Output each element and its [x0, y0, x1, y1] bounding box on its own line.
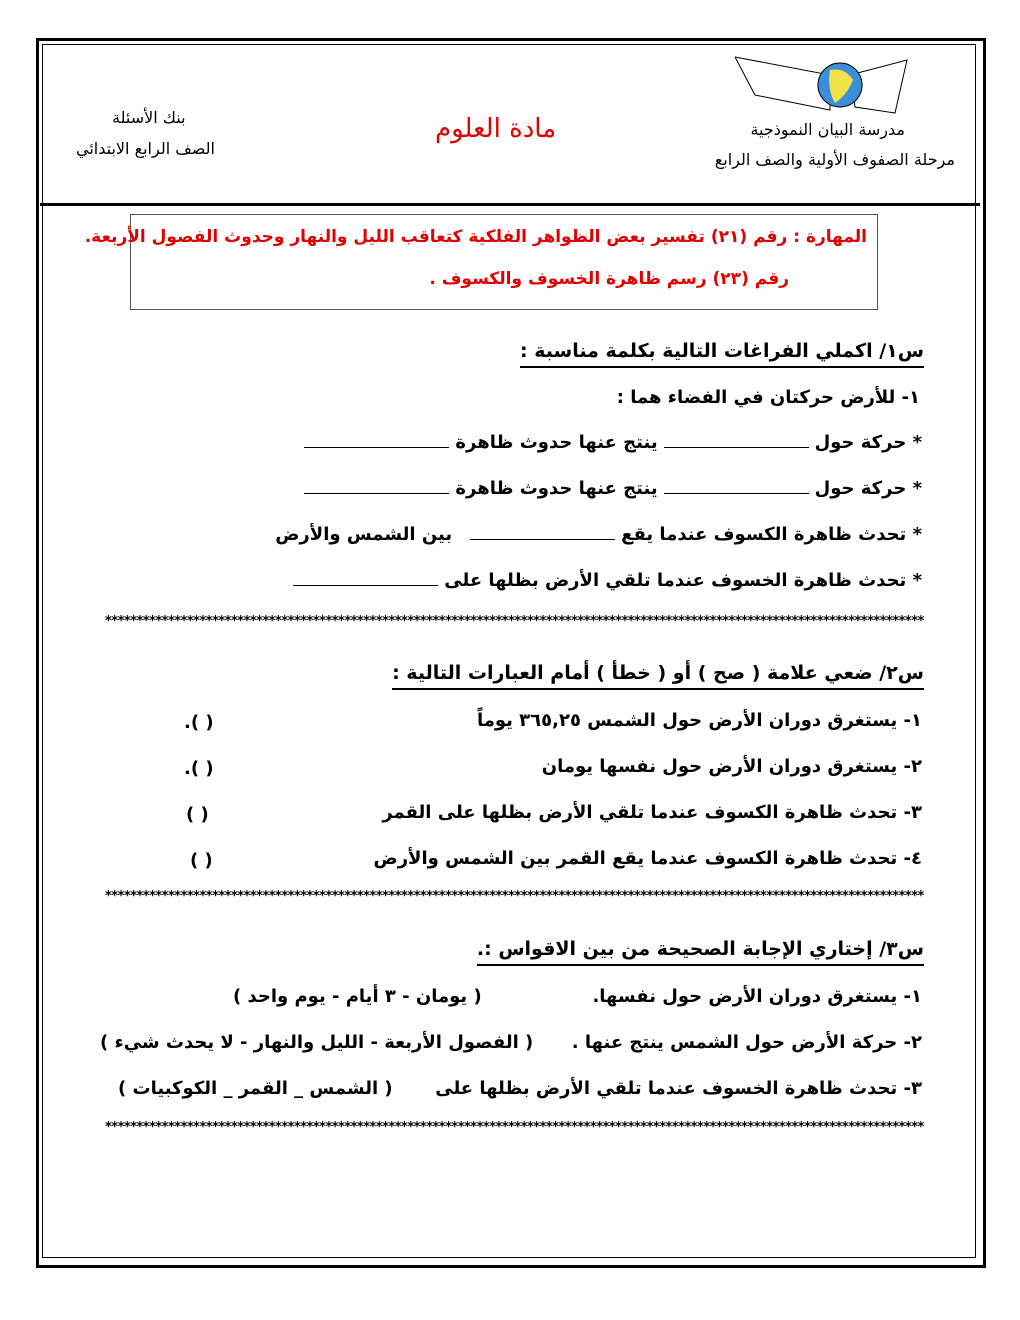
q3-options-2[interactable]: ( الفصول الأربعة - الليل والنهار - لا يحدث شيء )	[100, 1032, 534, 1053]
school-logo	[735, 55, 910, 115]
skill-line-2: رقم (٢٣) رسم ظاهرة الخسوف والكسوف .	[429, 269, 789, 289]
q1-heading: س١/ اكملي الفراغات التالية بكلمة مناسبة :	[520, 340, 924, 368]
q2-item-3: ٣- تحدث ظاهرة الكسوف عندما تلقي الأرض بظلها على القمر	[382, 802, 922, 823]
q2-item-2: ٢- يستغرق دوران الأرض حول نفسها يومان	[541, 756, 922, 777]
separator-2: **********************************************************************************************************************************	[105, 889, 924, 904]
separator-1: **********************************************************************************************************************************	[105, 614, 924, 629]
school-name: مدرسة البيان النموذجية	[750, 120, 905, 139]
skill-box	[84, 214, 878, 310]
answer-blank[interactable]	[304, 447, 449, 448]
stage-name: مرحلة الصفوف الأولية والصف الرابع	[714, 150, 955, 169]
q2-answer-1[interactable]: .( )	[184, 712, 214, 733]
q2-answer-4[interactable]: ( )	[190, 850, 213, 871]
q3-item-2: ٢- حركة الأرض حول الشمس ينتج عنها .	[571, 1032, 922, 1053]
q2-item-1: ١- يستغرق دوران الأرض حول الشمس ٣٦٥,٢٥ يوماً	[476, 710, 922, 731]
skill-line-1: المهارة : رقم (٢١) تفسير بعض الظواهر الفلكية كتعاقب الليل والنهار وحدوث الفصول الأربعة.	[84, 227, 867, 247]
q2-item-4: ٤- تحدث ظاهرة الكسوف عندما يقع القمر بين الشمس والأرض	[373, 848, 922, 869]
q1-intro: ١- للأرض حركتان في الفضاء هما :	[616, 387, 920, 408]
q1-item-2: * حركة حولينتج عنها حدوث ظاهرة	[298, 478, 922, 499]
q1-item-3: * تحدث ظاهرة الكسوف عندما يقعبين الشمس والأرض	[275, 524, 922, 545]
answer-blank[interactable]	[664, 447, 809, 448]
grade-label: الصف الرابع الابتدائي	[76, 139, 215, 158]
answer-blank[interactable]	[664, 493, 809, 494]
q3-item-3: ٣- تحدث ظاهرة الخسوف عندما تلقي الأرض بظلها على	[435, 1078, 922, 1099]
separator-3: **********************************************************************************************************************************	[105, 1120, 924, 1135]
answer-blank[interactable]	[304, 493, 449, 494]
q2-answer-2[interactable]: .( )	[184, 758, 214, 779]
answer-blank[interactable]	[470, 539, 615, 540]
q1-item-4: * تحدث ظاهرة الخسوف عندما تلقي الأرض بظلها على	[287, 570, 922, 591]
q3-heading: س٣/ إختاري الإجابة الصحيحة من بين الاقواس :.	[477, 938, 924, 966]
q2-answer-3[interactable]: ( )	[186, 804, 209, 825]
answer-blank[interactable]	[293, 585, 438, 586]
q3-options-1[interactable]: ( يومان - ٣ أيام - يوم واحد )	[233, 986, 482, 1007]
q1-item-1: * حركة حولينتج عنها حدوث ظاهرة	[298, 432, 922, 453]
question-bank-label: بنك الأسئلة	[112, 108, 186, 127]
q3-options-3[interactable]: ( الشمس _ القمر _ الكوكبيات )	[118, 1078, 393, 1099]
subject-title: مادة العلوم	[435, 114, 557, 144]
q3-item-1: ١- يستغرق دوران الأرض حول نفسها.	[592, 986, 922, 1007]
header-divider	[40, 203, 980, 206]
q2-heading: س٢/ ضعي علامة ( صح ) أو ( خطأ ) أمام العبارات التالية :	[392, 662, 924, 690]
